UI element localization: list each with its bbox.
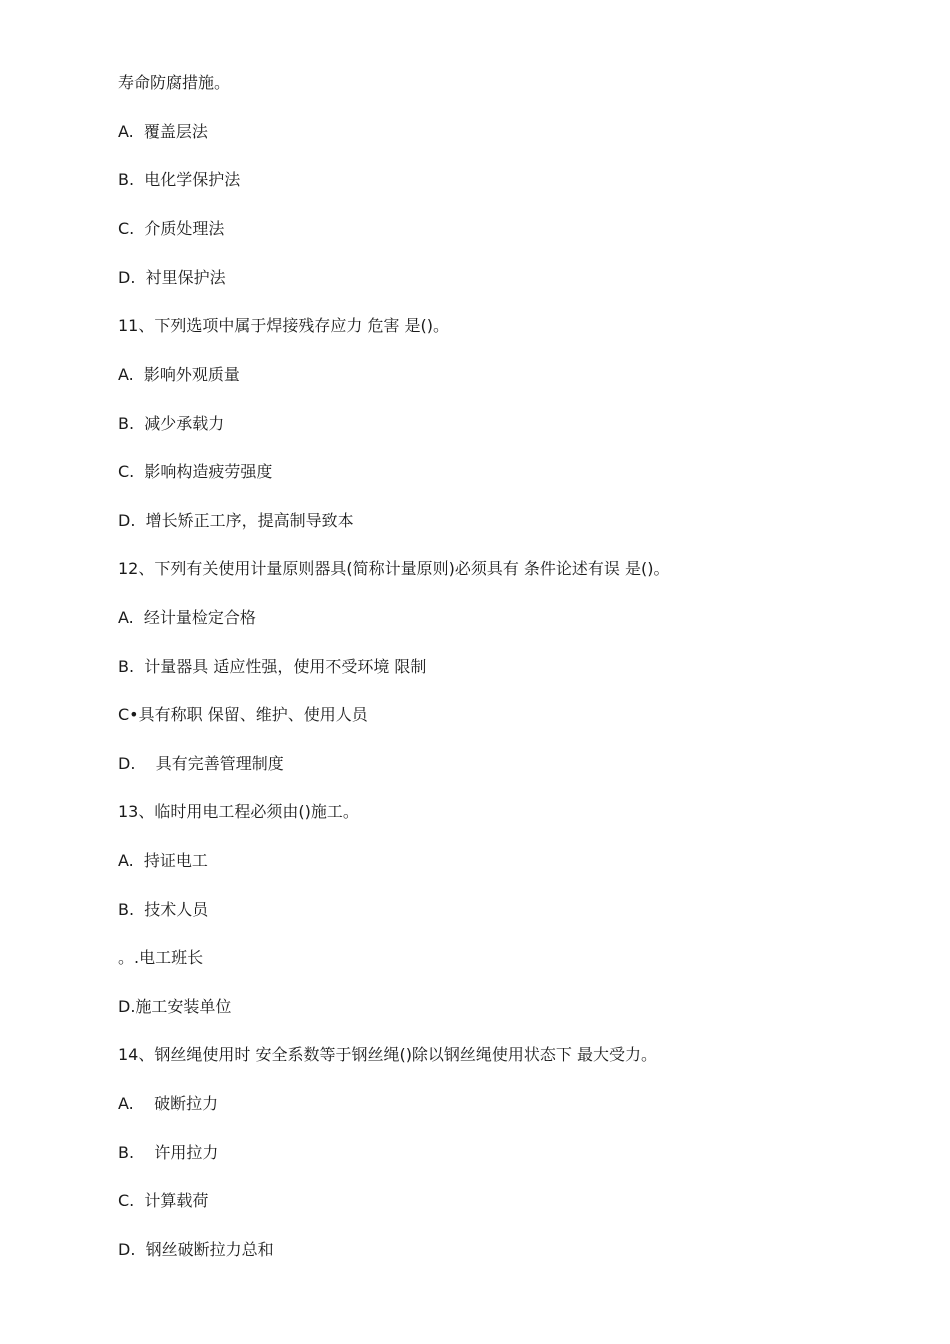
option-b: B. 电化学保护法 (118, 170, 241, 189)
option-d: D. 增长矫正工序，提高制导致本 (118, 511, 354, 530)
option-d: D.施工安装单位 (118, 997, 232, 1016)
option-a: A. 持证电工 (118, 851, 208, 870)
question-13: 13、临时用电工程必须由()施工。 (118, 802, 359, 821)
option-b: B. 许用拉力 (118, 1143, 219, 1162)
option-c: C. 影响构造疲劳强度 (118, 462, 273, 481)
option-c: C. 计算载荷 (118, 1191, 209, 1210)
option-b: B. 计量器具 适应性强，使用不受环境 限制 (118, 657, 427, 676)
question-14: 14、钢丝绳使用时 安全系数等于钢丝绳()除以钢丝绳使用状态下 最大受力。 (118, 1045, 658, 1064)
option-a: A. 经计量检定合格 (118, 608, 256, 627)
question-11: 11、下列选项中属于焊接残存应力 危害 是()。 (118, 316, 450, 335)
option-c: C•具有称职 保留、维护、使用人员 (118, 705, 368, 724)
option-a: A. 影响外观质量 (118, 365, 240, 384)
option-a: A. 覆盖层法 (118, 122, 208, 141)
option-c: 。.电工班长 (118, 948, 204, 967)
question-12: 12、下列有关使用计量原则器具(简称计量原则)必须具有 条件论述有误 是()。 (118, 559, 670, 578)
option-a: A. 破断拉力 (118, 1094, 219, 1113)
option-d: D. 衬里保护法 (118, 268, 226, 287)
text-line: 寿命防腐措施。 (118, 73, 231, 92)
option-d: D. 具有完善管理制度 (118, 754, 284, 773)
option-d: D. 钢丝破断拉力总和 (118, 1240, 274, 1259)
option-b: B. 减少承载力 (118, 414, 225, 433)
option-c: C. 介质处理法 (118, 219, 225, 238)
option-b: B. 技术人员 (118, 900, 209, 919)
